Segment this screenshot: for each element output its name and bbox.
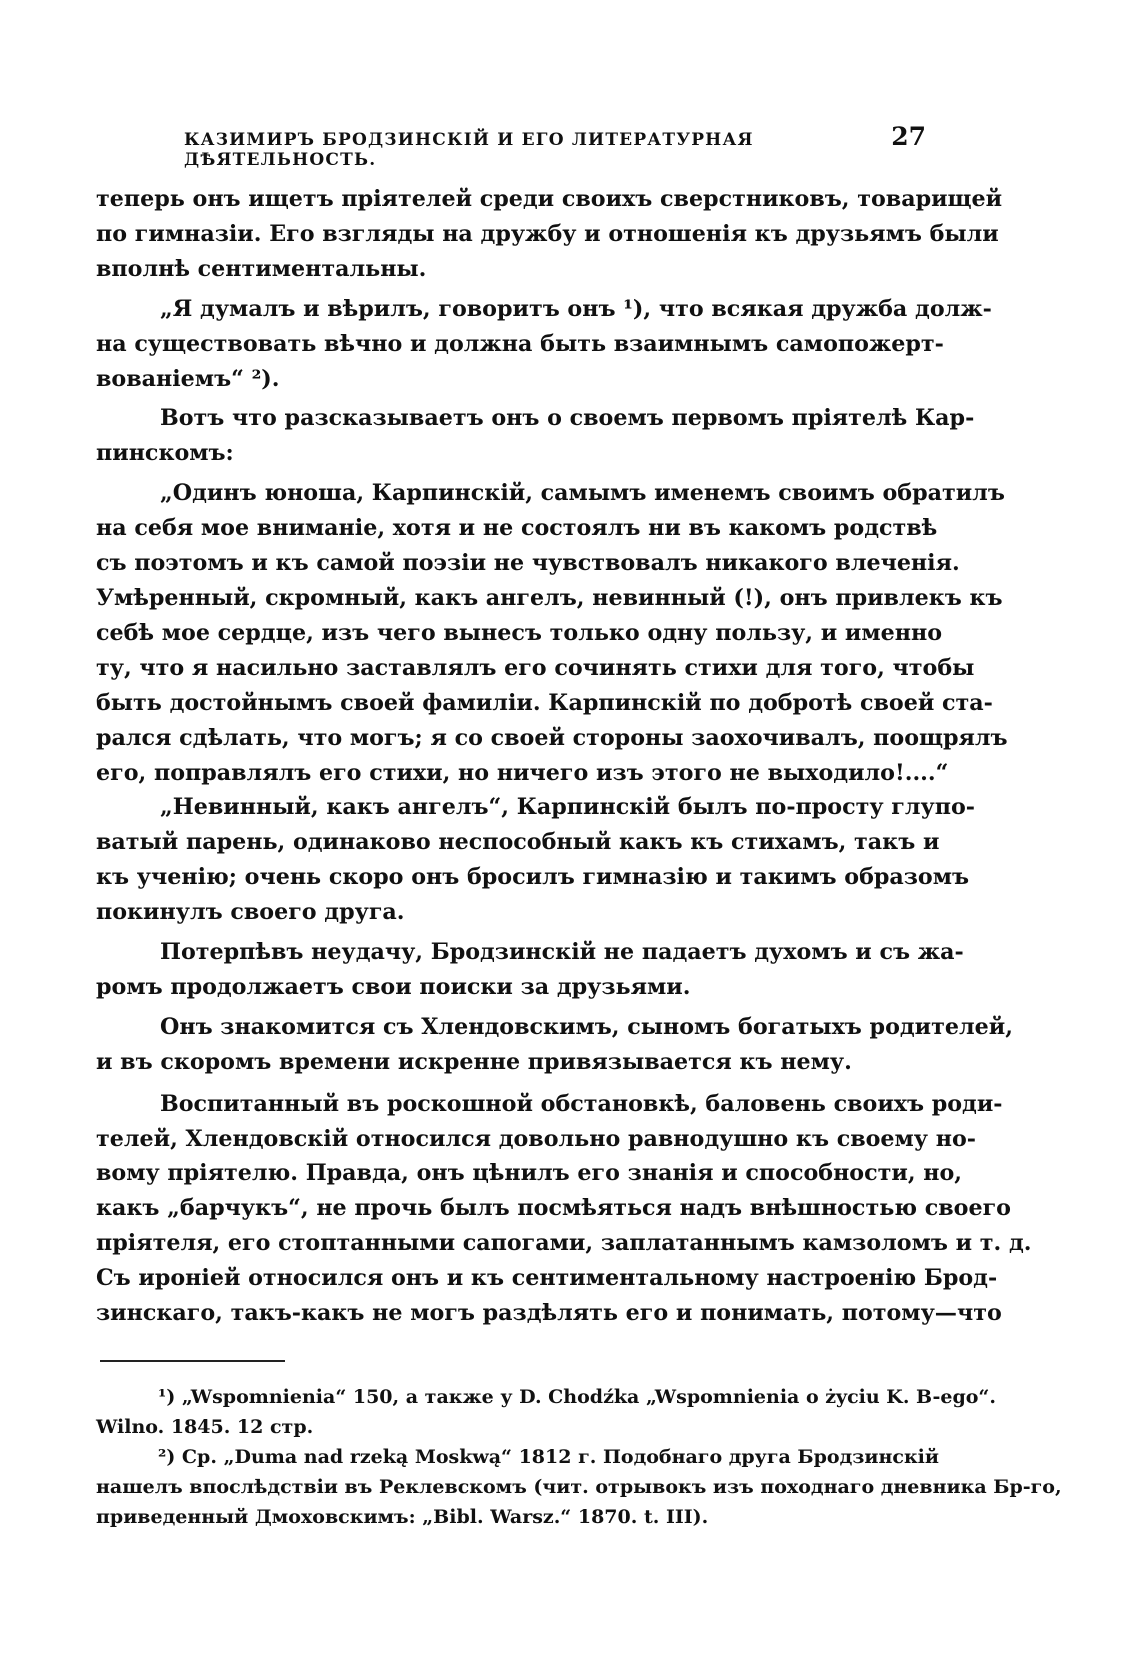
text-line: Онъ знакомится съ Хлендовскимъ, сыномъ богатыхъ родителей, — [160, 1013, 1013, 1040]
text-line: ватый парень, одинаково неспособный какъ къ стихамъ, такъ и — [96, 829, 940, 856]
paragraph-2 — [96, 292, 992, 397]
text-line: телей, Хлендовскій относился довольно равнодушно къ своему но- — [96, 1125, 976, 1152]
text-line: его, поправлялъ его стихи, но ничего изъ этого не выходило!....“ — [96, 759, 949, 786]
footnote-line: приведенный Дмоховскимъ: „Bibl. Warsz.“ 1870. t. III). — [96, 1506, 709, 1528]
paragraph-4 — [96, 476, 1008, 790]
text-line: покинулъ своего друга. — [96, 899, 405, 926]
text-line: пріятеля, его стоптанными сапогами, заплатаннымъ камзоломъ и т. д. — [96, 1230, 1032, 1257]
paragraph-7 — [96, 1010, 1013, 1080]
footnotes — [96, 1382, 1062, 1532]
text-line: вому пріятелю. Правда, онъ цѣнилъ его знанія и способности, но, — [96, 1160, 963, 1187]
footnote-1 — [96, 1382, 996, 1442]
text-line: пинскомъ: — [96, 440, 234, 467]
running-title: КАЗИМИРЪ БРОДЗИНСКІЙ И ЕГО ЛИТЕРАТУРНАЯ ДѢЯТЕЛЬНОСТЬ. — [184, 130, 754, 170]
footnote-line: ¹) „Wspomnienia“ 150, а также у D. Chodźka „Wspomnienia o życiu K. B-ego“. — [158, 1386, 996, 1408]
text-line: вованіемъ“ ²). — [96, 365, 280, 392]
main-text — [96, 182, 1032, 1331]
paragraph-5 — [96, 790, 975, 930]
text-line: на существовать вѣчно и должна быть взаимнымъ самопожерт- — [96, 330, 944, 357]
text-line: ту, что я насильно заставлялъ его сочинять стихи для того, чтобы — [96, 654, 975, 681]
text-line: къ ученію; очень скоро онъ бросилъ гимназію и такимъ образомъ — [96, 864, 970, 891]
footnote-line: нашелъ впослѣдствіи въ Реклевскомъ (чит. отрывокъ изъ походнаго дневника Бр-го, — [96, 1476, 1062, 1498]
text-line: „Я думалъ и вѣрилъ, говоритъ онъ ¹), что всякая дружба долж- — [160, 295, 992, 322]
footnote-line: Wilno. 1845. 12 стр. — [96, 1416, 314, 1438]
text-line: вполнѣ сентиментальны. — [96, 255, 427, 282]
page-number: 27 — [891, 122, 926, 151]
text-line: и въ скоромъ времени искренне привязывается къ нему. — [96, 1048, 852, 1075]
text-line: на себя мое вниманіе, хотя и не состоялъ ни въ какомъ родствѣ — [96, 515, 938, 542]
paragraph-1 — [96, 182, 1003, 287]
text-line: по гимназіи. Его взгляды на дружбу и отношенія къ друзьямъ были — [96, 220, 999, 247]
paragraph-6 — [96, 935, 964, 1005]
footnote-line: ²) Ср. „Duma nad rzeką Moskwą“ 1812 г. Подобнаго друга Бродзинскій — [158, 1446, 939, 1468]
text-line: какъ „барчукъ“, не прочь былъ посмѣяться надъ внѣшностью своего — [96, 1195, 1011, 1222]
text-line: ромъ продолжаетъ свои поиски за друзьями. — [96, 973, 691, 1000]
text-line: „Одинъ юноша, Карпинскій, самымъ именемъ своимъ обратилъ — [160, 480, 1005, 507]
text-line: Умѣренный, скромный, какъ ангелъ, невинный (!), онъ привлекъ къ — [96, 584, 1003, 611]
text-line: Воспитанный въ роскошной обстановкѣ, баловень своихъ роди- — [160, 1090, 1003, 1117]
text-line: „Невинный, какъ ангелъ“, Карпинскій былъ по-просту глупо- — [160, 794, 975, 821]
footnote-2 — [96, 1442, 1062, 1532]
paragraph-8 — [96, 1087, 1032, 1331]
text-line: теперь онъ ищетъ пріятелей среди своихъ сверстниковъ, товарищей — [96, 186, 1003, 212]
text-line: Съ ироніей относился онъ и къ сентиментальному настроенію Брод- — [96, 1265, 998, 1292]
footnote-rule — [100, 1360, 285, 1362]
text-line: себѣ мое сердце, изъ чего вынесъ только одну пользу, и именно — [96, 619, 943, 646]
text-line: Потерпѣвъ неудачу, Бродзинскій не падаетъ духомъ и съ жа- — [160, 939, 964, 966]
text-line: Вотъ что разсказываетъ онъ о своемъ первомъ пріятелѣ Кар- — [160, 405, 975, 432]
text-line: рался сдѣлать, что могъ; я со своей стороны заохочивалъ, поощрялъ — [96, 724, 1008, 751]
text-line: быть достойнымъ своей фамиліи. Карпинскій по добротѣ своей ста- — [96, 689, 993, 716]
running-header — [96, 122, 926, 170]
text-line: зинскаго, такъ-какъ не могъ раздѣлять его и понимать, потому—что — [96, 1300, 1002, 1327]
paragraph-3 — [96, 401, 975, 471]
text-line: съ поэтомъ и къ самой поэзіи не чувствовалъ никакого влеченія. — [96, 550, 960, 577]
